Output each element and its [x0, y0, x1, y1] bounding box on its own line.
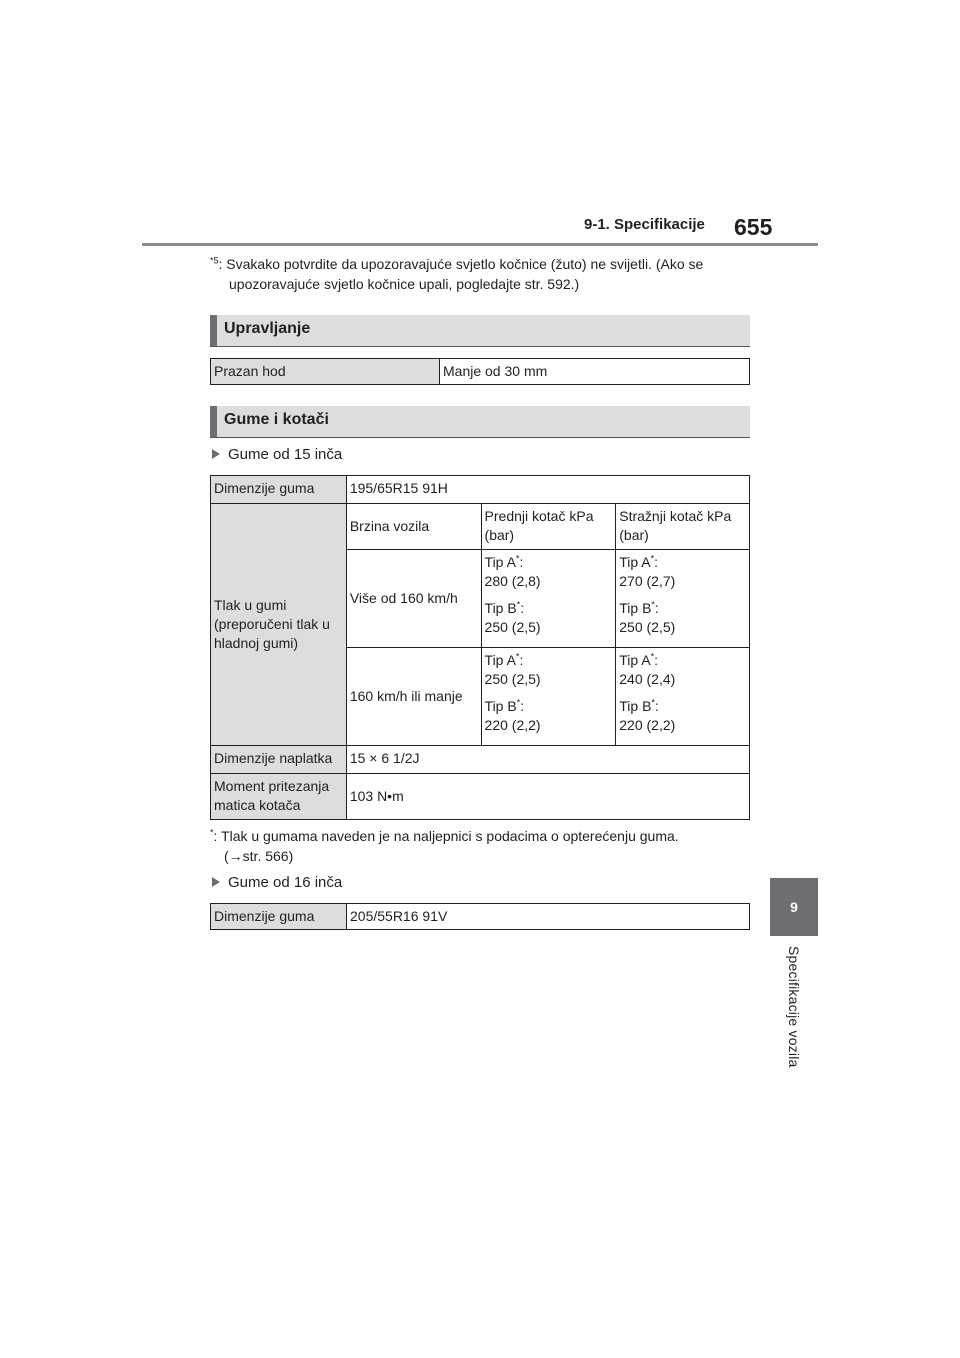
note-line-1: : Svakako potvrdite da upozoravajuće svjetlo kočnice (žuto) ne svijetli. (Ako se — [218, 256, 704, 272]
chapter-label: Specifikacije vozila — [786, 946, 802, 1068]
subheading-16-text: Gume od 16 inča — [228, 874, 343, 891]
footnote-star: * — [515, 651, 520, 662]
tyres-16-table — [210, 903, 750, 930]
heading-bar — [210, 406, 217, 437]
dim-value: 205/55R16 91V — [347, 904, 750, 930]
pressure-value: 220 (2,2) — [484, 717, 541, 733]
footnote-star: * — [516, 599, 521, 610]
type-a-label: Tip A — [619, 554, 651, 570]
footnote-line-1: : Tlak u gumama naveden je na naljepnici s podacima o opterećenju guma. — [213, 828, 679, 844]
table-row — [211, 904, 750, 930]
table-row — [211, 774, 750, 820]
footnote-line-2: (→str. 566) — [224, 848, 294, 864]
header-divider — [142, 243, 818, 246]
dim-label: Dimenzije guma — [211, 476, 347, 504]
front-header: Prednji kotač kPa (bar) — [481, 504, 616, 550]
tyre-footnote — [210, 826, 679, 866]
rear-row-1: Tip A*: 270 (2,7) Tip B*: 250 (2,5) — [616, 550, 750, 648]
subheading-16 — [212, 874, 342, 891]
dim-value: 195/65R15 91H — [346, 476, 749, 504]
type-a-label: Tip A — [484, 652, 516, 668]
steering-heading — [210, 315, 750, 347]
footnote-star: * — [651, 599, 655, 610]
pressure-value: 250 (2,5) — [484, 671, 541, 687]
tyres-heading — [210, 406, 750, 438]
subheading-15 — [212, 446, 342, 463]
footnote-star: * — [650, 553, 655, 564]
speed-header: Brzina vozila — [346, 504, 481, 550]
type-b-label: Tip B — [484, 600, 517, 616]
pressure-value: 280 (2,8) — [484, 573, 541, 589]
section-title: 9-1. Specifikacije — [584, 216, 705, 233]
rim-value: 15 × 6 1/2J — [346, 746, 749, 774]
type-a-label: Tip A — [484, 554, 516, 570]
front-row-1: Tip A*: 280 (2,8) Tip B*: 250 (2,5) — [481, 550, 616, 648]
footnote-star: * — [650, 651, 655, 662]
type-b-label: Tip B — [619, 600, 652, 616]
footnote-marker: * — [210, 827, 214, 838]
speed-row-1: Više od 160 km/h — [346, 550, 481, 648]
footnote-star: * — [651, 697, 655, 708]
page-number: 655 — [734, 214, 773, 240]
note-5 — [210, 254, 755, 294]
pressure-value: 240 (2,4) — [619, 671, 676, 687]
rim-label: Dimenzije naplatka — [211, 746, 347, 774]
tyres-title: Gume i kotači — [224, 411, 329, 428]
note-marker: *5 — [210, 255, 219, 266]
heading-bar — [210, 315, 217, 346]
pressure-value: 220 (2,2) — [619, 717, 676, 733]
note-line-2: upozoravajuće svjetlo kočnice upali, pogledajte str. 592.) — [229, 276, 580, 292]
steering-title: Upravljanje — [224, 320, 311, 337]
table-row — [211, 746, 750, 774]
dim-label: Dimenzije guma — [211, 904, 347, 930]
table-row — [211, 476, 750, 504]
pressure-label: Tlak u gumi (preporučeni tlak u hladnoj gumi) — [211, 504, 347, 746]
table-row — [211, 359, 750, 385]
torque-value: 103 N•m — [346, 774, 749, 820]
bullet-triangle-icon — [212, 449, 220, 459]
pressure-value: 270 (2,7) — [619, 573, 676, 589]
free-play-value: Manje od 30 mm — [440, 359, 750, 385]
pressure-value: 250 (2,5) — [484, 619, 541, 635]
chapter-tab — [770, 878, 818, 936]
free-play-label: Prazan hod — [211, 359, 440, 385]
steering-table — [210, 358, 750, 385]
speed-row-2: 160 km/h ili manje — [346, 648, 481, 746]
bullet-triangle-icon — [212, 877, 220, 887]
pressure-value: 250 (2,5) — [619, 619, 676, 635]
chapter-number: 9 — [790, 899, 798, 915]
rear-header: Stražnji kotač kPa (bar) — [616, 504, 750, 550]
tyres-15-table — [210, 475, 750, 820]
footnote-star: * — [515, 553, 520, 564]
front-row-2: Tip A*: 250 (2,5) Tip B*: 220 (2,2) — [481, 648, 616, 746]
type-b-label: Tip B — [484, 698, 517, 714]
type-a-label: Tip A — [619, 652, 651, 668]
footnote-star: * — [516, 697, 521, 708]
type-b-label: Tip B — [619, 698, 652, 714]
table-row — [211, 504, 750, 550]
torque-label: Moment pritezanja matica kotača — [211, 774, 347, 820]
rear-row-2: Tip A*: 240 (2,4) Tip B*: 220 (2,2) — [616, 648, 750, 746]
subheading-15-text: Gume od 15 inča — [228, 446, 343, 463]
